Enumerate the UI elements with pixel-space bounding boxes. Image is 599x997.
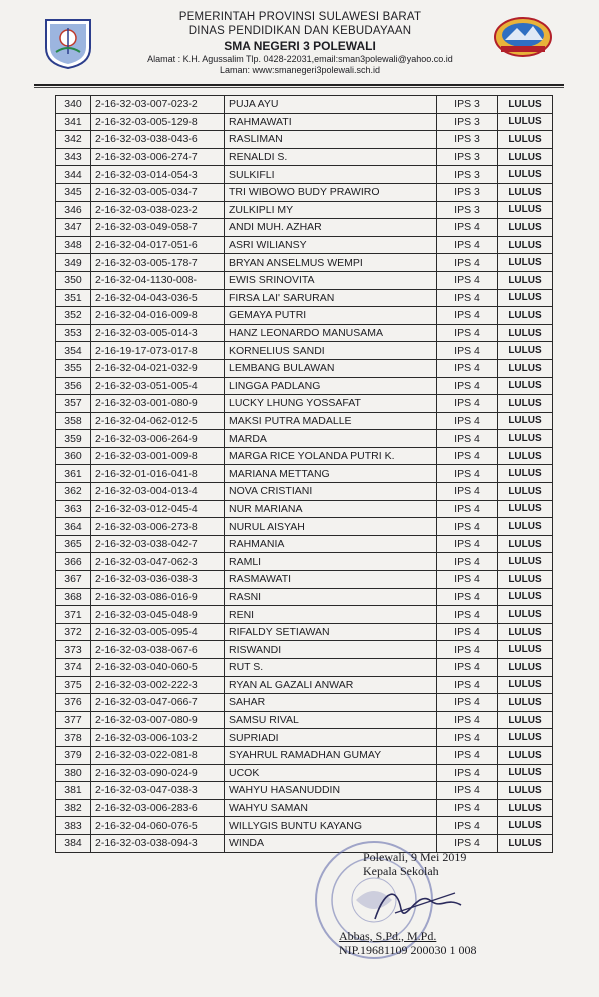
student-id: 2-16-32-03-086-016-9 [91,588,225,606]
row-number: 344 [56,166,91,184]
class-name: IPS 4 [437,659,498,677]
letterhead-rule [34,84,564,86]
row-number: 363 [56,500,91,518]
class-name: IPS 4 [437,254,498,272]
table-row [56,746,553,764]
class-name: IPS 4 [437,553,498,571]
student-id: 2-16-32-03-005-129-8 [91,113,225,131]
table-row [56,377,553,395]
class-name: IPS 4 [437,395,498,413]
student-name: PUJA AYU [225,96,437,114]
letterhead-address: Alamat : K.H. Agussalim Tlp. 0428-22031,email:sman3polewali@yahoo.co.id [147,53,453,64]
result-status: LULUS [498,201,553,219]
row-number: 358 [56,412,91,430]
result-status: LULUS [498,817,553,835]
student-name: RAHMAWATI [225,113,437,131]
table-row [56,447,553,465]
student-name: MARIANA METTANG [225,465,437,483]
student-id: 2-16-32-01-016-041-8 [91,465,225,483]
student-name: UCOK [225,764,437,782]
letterhead [0,0,599,84]
student-id: 2-16-32-04-043-036-5 [91,289,225,307]
result-status: LULUS [498,694,553,712]
student-id: 2-16-32-03-005-095-4 [91,623,225,641]
student-name: RISWANDI [225,641,437,659]
table-row [56,729,553,747]
student-id: 2-16-32-03-038-023-2 [91,201,225,219]
student-id: 2-16-32-03-006-283-6 [91,799,225,817]
row-number: 359 [56,430,91,448]
class-name: IPS 3 [437,201,498,219]
row-number: 367 [56,571,91,589]
letterhead-line-department: DINAS PENDIDIKAN DAN KEBUDAYAAN [188,25,412,38]
letterhead-school-name: SMA NEGERI 3 POLEWALI [224,38,376,53]
table-row [56,711,553,729]
class-name: IPS 3 [437,113,498,131]
class-name: IPS 4 [437,782,498,800]
letterhead-line-government: PEMERINTAH PROVINSI SULAWESI BARAT [178,11,422,23]
result-status: LULUS [498,746,553,764]
student-name: LINGGA PADLANG [225,377,437,395]
row-number: 352 [56,307,91,325]
result-status: LULUS [498,131,553,149]
table-row [56,641,553,659]
result-status: LULUS [498,113,553,131]
student-name: RENI [225,606,437,624]
student-id: 2-16-32-03-090-024-9 [91,764,225,782]
row-number: 375 [56,676,91,694]
row-number: 343 [56,148,91,166]
student-name: TRI WIBOWO BUDY PRAWIRO [225,183,437,201]
student-name: NOVA CRISTIANI [225,483,437,501]
result-status: LULUS [498,729,553,747]
class-name: IPS 3 [437,131,498,149]
signature-name: Abbas, S.Pd., M.Pd. [339,928,437,943]
class-name: IPS 4 [437,359,498,377]
signature-nip: NIP.19681109 200030 1 008 [339,943,477,958]
table-row [56,535,553,553]
result-status: LULUS [498,606,553,624]
table-row [56,113,553,131]
table-row [56,324,553,342]
result-status: LULUS [498,623,553,641]
class-name: IPS 3 [437,148,498,166]
class-name: IPS 4 [437,430,498,448]
student-name: RASNI [225,588,437,606]
student-id: 2-16-32-03-047-062-3 [91,553,225,571]
row-number: 378 [56,729,91,747]
student-name: WAHYU HASANUDDIN [225,782,437,800]
result-status: LULUS [498,166,553,184]
result-status: LULUS [498,483,553,501]
school-logo-icon [493,16,553,58]
student-name: FIRSA LAI' SARURAN [225,289,437,307]
class-name: IPS 4 [437,342,498,360]
student-id: 2-16-32-03-005-178-7 [91,254,225,272]
row-number: 366 [56,553,91,571]
student-name: WAHYU SAMAN [225,799,437,817]
student-id: 2-16-32-03-007-080-9 [91,711,225,729]
student-id: 2-16-32-03-005-014-3 [91,324,225,342]
graduation-table [55,95,553,853]
result-status: LULUS [498,359,553,377]
row-number: 356 [56,377,91,395]
student-name: EWIS SRINOVITA [225,271,437,289]
student-name: SULKIFLI [225,166,437,184]
table-row [56,465,553,483]
result-status: LULUS [498,148,553,166]
table-row [56,571,553,589]
result-status: LULUS [498,465,553,483]
table-row [56,606,553,624]
row-number: 353 [56,324,91,342]
table-row [56,623,553,641]
student-id: 2-16-32-03-001-080-9 [91,395,225,413]
class-name: IPS 4 [437,483,498,501]
row-number: 351 [56,289,91,307]
row-number: 345 [56,183,91,201]
result-status: LULUS [498,412,553,430]
student-id: 2-16-32-04-017-051-6 [91,236,225,254]
table-row [56,588,553,606]
row-number: 379 [56,746,91,764]
table-row [56,483,553,501]
result-status: LULUS [498,183,553,201]
result-status: LULUS [498,219,553,237]
table-row [56,219,553,237]
class-name: IPS 4 [437,289,498,307]
result-status: LULUS [498,659,553,677]
row-number: 383 [56,817,91,835]
student-name: SAHAR [225,694,437,712]
result-status: LULUS [498,782,553,800]
class-name: IPS 4 [437,711,498,729]
signature-position: Kepala Sekolah [363,864,439,879]
class-name: IPS 4 [437,676,498,694]
class-name: IPS 4 [437,817,498,835]
table-row [56,307,553,325]
student-name: LUCKY LHUNG YOSSAFAT [225,395,437,413]
student-name: RIFALDY SETIAWAN [225,623,437,641]
student-id: 2-16-32-03-040-060-5 [91,659,225,677]
class-name: IPS 4 [437,271,498,289]
student-id: 2-16-32-03-006-264-9 [91,430,225,448]
row-number: 371 [56,606,91,624]
row-number: 347 [56,219,91,237]
student-name: NUR MARIANA [225,500,437,518]
student-name: SAMSU RIVAL [225,711,437,729]
row-number: 360 [56,447,91,465]
class-name: IPS 4 [437,236,498,254]
result-status: LULUS [498,799,553,817]
result-status: LULUS [498,377,553,395]
table-row [56,676,553,694]
student-name: RASLIMAN [225,131,437,149]
table-row [56,342,553,360]
student-name: NURUL AISYAH [225,518,437,536]
student-id: 2-16-32-04-016-009-8 [91,307,225,325]
student-id: 2-16-32-03-012-045-4 [91,500,225,518]
result-status: LULUS [498,271,553,289]
student-id: 2-16-32-04-021-032-9 [91,359,225,377]
table-row [56,782,553,800]
student-name: LEMBANG BULAWAN [225,359,437,377]
student-name: ZULKIPLI MY [225,201,437,219]
result-status: LULUS [498,711,553,729]
student-name: HANZ LEONARDO MANUSAMA [225,324,437,342]
result-status: LULUS [498,553,553,571]
class-name: IPS 4 [437,746,498,764]
class-name: IPS 4 [437,377,498,395]
row-number: 380 [56,764,91,782]
student-id: 2-16-32-03-007-023-2 [91,96,225,114]
class-name: IPS 4 [437,447,498,465]
class-name: IPS 4 [437,324,498,342]
class-name: IPS 4 [437,623,498,641]
result-status: LULUS [498,324,553,342]
student-id: 2-16-32-03-022-081-8 [91,746,225,764]
row-number: 372 [56,623,91,641]
student-id: 2-16-32-03-051-005-4 [91,377,225,395]
table-row [56,553,553,571]
student-name: RASMAWATI [225,571,437,589]
table-row [56,96,553,114]
class-name: IPS 4 [437,834,498,852]
row-number: 342 [56,131,91,149]
student-id: 2-16-32-03-047-038-3 [91,782,225,800]
table-row [56,289,553,307]
letterhead-rule-thin [34,87,564,88]
result-status: LULUS [498,430,553,448]
student-id: 2-16-32-03-047-066-7 [91,694,225,712]
result-status: LULUS [498,342,553,360]
row-number: 346 [56,201,91,219]
student-id: 2-16-32-03-038-042-7 [91,535,225,553]
student-name: GEMAYA PUTRI [225,307,437,325]
result-status: LULUS [498,588,553,606]
table-row [56,694,553,712]
student-id: 2-16-32-04-1130-008- [91,271,225,289]
handwritten-signature-icon [335,879,485,929]
result-status: LULUS [498,641,553,659]
result-status: LULUS [498,676,553,694]
student-id: 2-16-32-03-036-038-3 [91,571,225,589]
table-row [56,659,553,677]
student-id: 2-16-32-04-060-076-5 [91,817,225,835]
table-row [56,131,553,149]
class-name: IPS 4 [437,588,498,606]
row-number: 341 [56,113,91,131]
student-id: 2-16-32-03-038-043-6 [91,131,225,149]
student-id: 2-16-32-04-062-012-5 [91,412,225,430]
result-status: LULUS [498,447,553,465]
student-name: ASRI WILIANSY [225,236,437,254]
student-id: 2-16-32-03-006-103-2 [91,729,225,747]
table-row [56,254,553,272]
table-row [56,166,553,184]
class-name: IPS 4 [437,535,498,553]
row-number: 340 [56,96,91,114]
row-number: 361 [56,465,91,483]
result-status: LULUS [498,254,553,272]
result-status: LULUS [498,395,553,413]
result-status: LULUS [498,535,553,553]
table-row [56,201,553,219]
table-row [56,817,553,835]
class-name: IPS 3 [437,166,498,184]
row-number: 354 [56,342,91,360]
student-id: 2-16-19-17-073-017-8 [91,342,225,360]
class-name: IPS 4 [437,799,498,817]
row-number: 365 [56,535,91,553]
student-name: RAMLI [225,553,437,571]
student-name: SYAHRUL RAMADHAN GUMAY [225,746,437,764]
row-number: 364 [56,518,91,536]
table-row [56,412,553,430]
row-number: 376 [56,694,91,712]
result-status: LULUS [498,834,553,852]
class-name: IPS 3 [437,96,498,114]
result-status: LULUS [498,307,553,325]
student-name: RUT S. [225,659,437,677]
class-name: IPS 3 [437,183,498,201]
student-id: 2-16-32-03-045-048-9 [91,606,225,624]
student-id: 2-16-32-03-049-058-7 [91,219,225,237]
row-number: 357 [56,395,91,413]
row-number: 382 [56,799,91,817]
result-status: LULUS [498,764,553,782]
student-name: RENALDI S. [225,148,437,166]
row-number: 377 [56,711,91,729]
student-id: 2-16-32-03-014-054-3 [91,166,225,184]
class-name: IPS 4 [437,500,498,518]
table-row [56,430,553,448]
row-number: 368 [56,588,91,606]
table-row [56,271,553,289]
student-name: BRYAN ANSELMUS WEMPI [225,254,437,272]
table-row [56,500,553,518]
student-name: MARGA RICE YOLANDA PUTRI K. [225,447,437,465]
letterhead-website: Laman: www:smanegeri3polewali.sch.id [219,65,381,75]
row-number: 349 [56,254,91,272]
student-name: RYAN AL GAZALI ANWAR [225,676,437,694]
signature-place-date: Polewali, 9 Mei 2019 [363,850,467,864]
student-id: 2-16-32-03-005-034-7 [91,183,225,201]
class-name: IPS 4 [437,694,498,712]
class-name: IPS 4 [437,764,498,782]
student-id: 2-16-32-03-006-273-8 [91,518,225,536]
student-name: MARDA [225,430,437,448]
student-name: KORNELIUS SANDI [225,342,437,360]
class-name: IPS 4 [437,518,498,536]
class-name: IPS 4 [437,641,498,659]
student-id: 2-16-32-03-002-222-3 [91,676,225,694]
result-status: LULUS [498,289,553,307]
row-number: 348 [56,236,91,254]
student-name: WINDA [225,834,437,852]
student-id: 2-16-32-03-001-009-8 [91,447,225,465]
student-id: 2-16-32-03-004-013-4 [91,483,225,501]
student-name: MAKSI PUTRA MADALLE [225,412,437,430]
table-row [56,183,553,201]
student-name: RAHMANIA [225,535,437,553]
student-name: WILLYGIS BUNTU KAYANG [225,817,437,835]
row-number: 350 [56,271,91,289]
row-number: 384 [56,834,91,852]
student-name: ANDI MUH. AZHAR [225,219,437,237]
result-status: LULUS [498,500,553,518]
result-status: LULUS [498,236,553,254]
class-name: IPS 4 [437,729,498,747]
class-name: IPS 4 [437,606,498,624]
class-name: IPS 4 [437,465,498,483]
table-row [56,518,553,536]
table-row [56,764,553,782]
table-row [56,395,553,413]
province-logo-icon [40,14,96,70]
signature-block [335,850,555,958]
signature-scribble [335,879,555,929]
table-row [56,359,553,377]
result-status: LULUS [498,518,553,536]
row-number: 374 [56,659,91,677]
row-number: 362 [56,483,91,501]
student-id: 2-16-32-03-006-274-7 [91,148,225,166]
row-number: 381 [56,782,91,800]
result-status: LULUS [498,571,553,589]
table-row [56,799,553,817]
class-name: IPS 4 [437,307,498,325]
class-name: IPS 4 [437,412,498,430]
table-row [56,236,553,254]
row-number: 373 [56,641,91,659]
class-name: IPS 4 [437,571,498,589]
row-number: 355 [56,359,91,377]
table-row [56,148,553,166]
class-name: IPS 4 [437,219,498,237]
result-status: LULUS [498,96,553,114]
student-name: SUPRIADI [225,729,437,747]
student-id: 2-16-32-03-038-094-3 [91,834,225,852]
student-id: 2-16-32-03-038-067-6 [91,641,225,659]
